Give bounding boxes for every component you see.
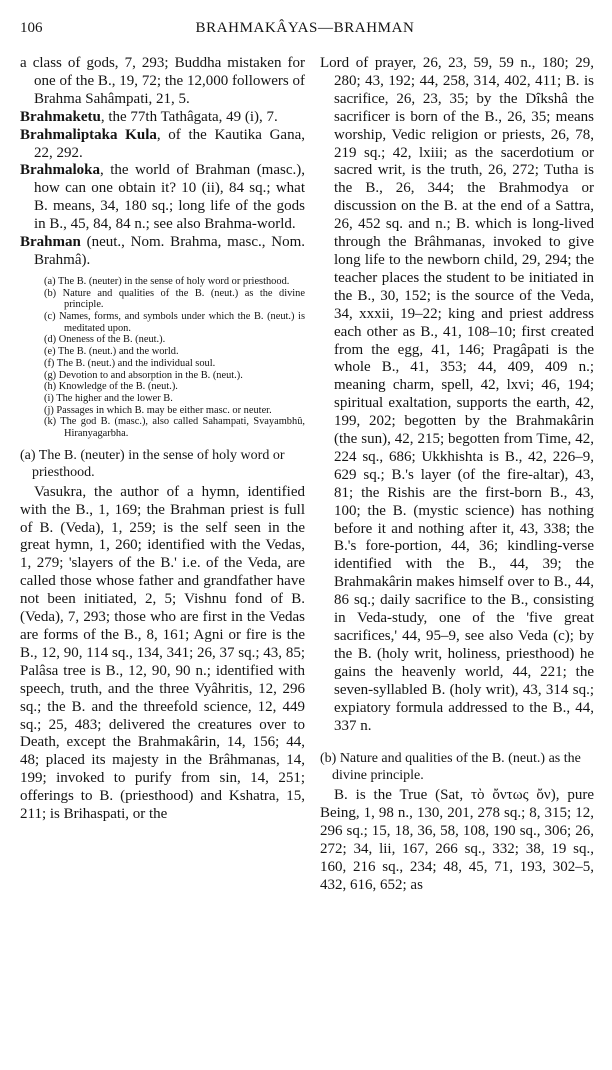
left-column bbox=[20, 55, 305, 824]
entry-text: , the 77th Tathâgata, 49 (i), 7. bbox=[100, 108, 278, 125]
subsection-item: (c) Names, forms, and symbols under which the B. (neut.) is meditated upon. bbox=[44, 310, 305, 334]
entry-brahmaloka bbox=[20, 162, 305, 234]
subsection-item: (a) The B. (neuter) in the sense of holy word or priesthood. bbox=[44, 275, 290, 287]
running-title: BRAHMAKÂYAS—BRAHMAN bbox=[195, 20, 415, 36]
page-header bbox=[20, 20, 590, 44]
section-b-body: B. is the True (Sat, τὸ ὄντως ὄν), pure Being, 1, 98 n., 130, 201, 278 sq.; 8, 315; 12, 296 sq.; 15, 18, 36, 58, 108, 190 sq., 306; 26, 272; 34, lii, 167, 266 sq., 332; 38, 19 sq., 160, 216 sq., 234; 48, 45, 71, 193, 302–5, 432, 616, 652; as bbox=[320, 787, 594, 893]
subsection-item: (e) The B. (neut.) and the world. bbox=[44, 346, 179, 358]
entry-headword: Brahmaloka bbox=[20, 162, 101, 179]
subsection-item: (i) The higher and the lower B. bbox=[44, 392, 173, 404]
section-a-heading: (a) The B. (neuter) in the sense of holy word or priesthood. bbox=[20, 447, 285, 480]
entry-headword: Brahmaliptaka Kula bbox=[20, 126, 157, 143]
entry-headword: Brahman bbox=[20, 234, 81, 251]
section-b-heading: (b) Nature and qualities of the B. (neut.) as the divine principle. bbox=[320, 751, 581, 784]
page-number: 106 bbox=[20, 20, 43, 36]
subsection-item: (b) Nature and qualities of the B. (neut.) as the divine principle. bbox=[44, 287, 305, 311]
subsection-item: (k) The god B. (masc.), also called Sahampati, Svayambhû, Hiranyagarbha. bbox=[44, 416, 305, 440]
entry-brahman bbox=[20, 234, 305, 270]
entry-brahmaketu bbox=[20, 109, 305, 127]
right-column bbox=[320, 55, 594, 895]
brahman-subsections-list bbox=[44, 276, 305, 440]
entry-continuation: a class of gods, 7, 293; Buddha mistaken for one of the B., 19, 72; the 12,000 followers of Brahma Sahâmpati, 21, 5. bbox=[20, 55, 305, 107]
section-a-continuation: Lord of prayer, 26, 23, 59, 59 n., 180; 29, 280; 43, 192; 44, 258, 314, 402, 411; B. is sacrifice, 26, 23, 35; by the Dîkshâ the sacrificer is born of the B., 26, 35; means worship, Vedic religion or priests, 26, 78, 219 sq.; 42, lxiii; as the sacerdotium or sacred writ, is the truth, 26, 272; Tutha is the B., 26, 344; the Brahmodya or discussion on the B. at the end of a Sattra, 26, 452 sq. and n.; B. which is long-lived through the Brâhmanas, invoked to give long life to the newborn child, 29, 294; the teacher places the student to be initiated in the B., 30, 152; is the source of the Veda, 34, xxxii, 19–22; king and priest address each other as B., 41, 108–10; first created from the egg, 41, 146; Pragâpati is the whole B., 41, 353; 44, 409, 409 n.; meaning charm, spell, 42, lxvi; 46, 194; spiritual exaltation, supports the earth, 42, 199, 202; begotten by the Brahmakârin (the sun), 42, 215; begotten from Time, 42, 224 sq., 686; Ukkhishta is B., 42, 226–9, 629 sq.; B.'s layer (of the fire-altar), 43, 81; the Rishis are the first-born B., 43, 100; the B. (mystic science) has nothing before it and nothing after it, 43, 338; the B.'s fore-portion, 44, 36; kindling-verse identified with the B., 44, 39; the Brahmakârin makes himself over to B., 44, 86 sq.; daily sacrifice to the B., consisting in Veda-study, one of the 'five great sacrifices,' 44, 95–9, see also Veda (c); by the B. (holy writ, holiness, priesthood) he gains the heavenly world, 44, 221; the seven-syllabled B. (holy writ), 43, 314 sq.; expiatory formula addressed to the B., 44, 337 n. bbox=[320, 55, 594, 734]
entry-text: , of the Kautika Gana, 22, 292. bbox=[34, 126, 306, 161]
subsection-item: (h) Knowledge of the B. (neut.). bbox=[44, 381, 178, 393]
entry-headword: Brahmaketu bbox=[20, 108, 101, 125]
subsection-item: (j) Passages in which B. may be either masc. or neuter. bbox=[44, 404, 272, 416]
entry-text: , the world of Brahman (masc.), how can one obtain it? 10 (ii), 84 sq.; what B. means, 34, 180 sq.; long life of the gods in B., 45, 84, 84 n.; see also Brahma-world. bbox=[34, 162, 305, 233]
subsection-item: (g) Devotion to and absorption in the B. (neut.). bbox=[44, 369, 243, 381]
entry-brahmaliptaka-kula bbox=[20, 127, 305, 163]
subsection-item: (d) Oneness of the B. (neut.). bbox=[44, 334, 166, 346]
section-gap bbox=[320, 735, 594, 743]
entry-text: (neut., Nom. Brahma, masc., Nom. Brahmâ). bbox=[34, 234, 305, 268]
section-a-body: Vasukra, the author of a hymn, identified with the B., 1, 169; the Brahman priest is full of B. (Veda), 1, 259; is the self seen in the great hymn, 1, 260; identified with the Vedas, 1, 279; 'slayers of the B.' i.e. of the Veda, are called those whose father and grandfather have not been initiated, 2, 5; Vishnu fond of B. (Veda), 7, 293; those who are first in the Vedas are forms of the B., 8, 161; Agni or fire is the B., 12, 90, 114 sq., 134, 341; 26, 37 sq.; 43, 85; Palâsa tree is B., 12, 90, 90 n.; identified with speech, truth, and the three Vyâhritis, 12, 296 sq.; the B. and the threefold science, 12, 449 sq.; 25, 483; delivered the creatures over to Death, except the Brahmakârin, 14, 156; 44, 48; placed its majesty in the Brâhmanas, 14, 199; invoked to purify from sin, 14, 251; offerings to B. (priesthood) and Kshatra, 15, 211; is Brihaspati, or the bbox=[20, 483, 305, 823]
subsection-item: (f) The B. (neut.) and the individual soul. bbox=[44, 357, 216, 369]
